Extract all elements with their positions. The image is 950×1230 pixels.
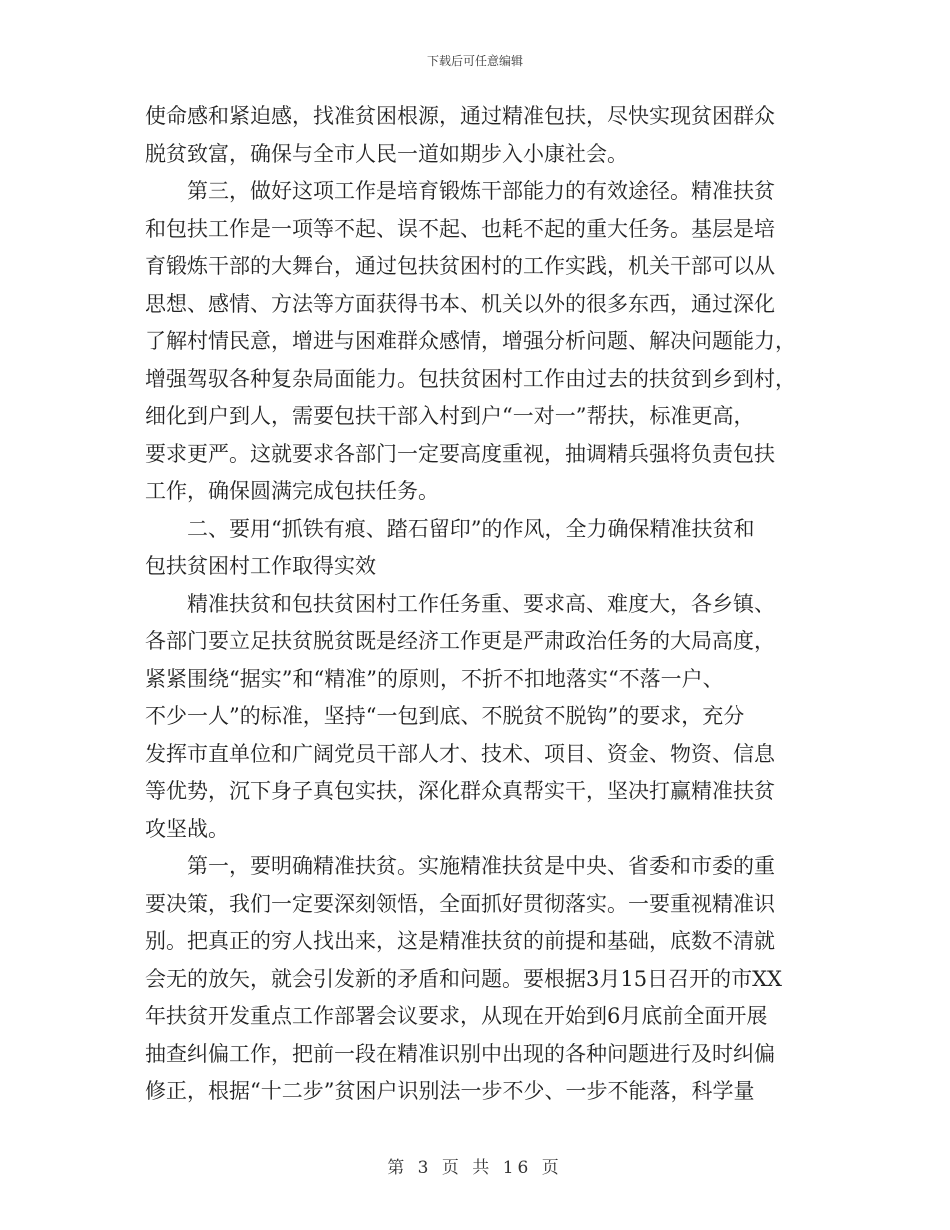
text-line: 不少一人”的标准，坚持“一包到底、不脱贫不脱钩”的要求，充分 — [145, 704, 745, 728]
text-line: 第三，做好这项工作是培育锻炼干部能力的有效途径。精准扶贫 — [187, 179, 775, 203]
text-line: 发挥市直单位和广阔党员干部人才、技术、项目、资金、物资、信息 — [145, 741, 775, 766]
text-line: 修正，根据“十二步”贫困户识别法一步不少、一步不能落，科学量 — [145, 1079, 755, 1103]
text-line: 年扶贫开发重点工作部署会议要求，从现在开始到6月底前全面开展 — [145, 1004, 768, 1028]
text-line: 工作，确保圆满完成包扶任务。 — [145, 479, 439, 503]
text-line: 和包扶工作是一项等不起、误不起、也耗不起的重大任务。基层是培 — [145, 216, 775, 241]
text-line: 各部门要立足扶贫脱贫既是经济工作更是严肃政治任务的大局高度， — [145, 629, 775, 653]
text-line: 要求更严。这就要求各部门一定要高度重视，抽调精兵强将负责包扶 — [145, 441, 775, 466]
text-line: 细化到户到人，需要包扶干部入村到户“一对一”帮扶，标准更高， — [145, 404, 755, 428]
document-body — [145, 98, 810, 1111]
text-line: 紧紧围绕“据实”和“精准”的原则，不折不扣地落实“不落一户、 — [145, 666, 724, 691]
text-line: 第一，要明确精准扶贫。实施精准扶贫是中央、省委和市委的重 — [187, 854, 775, 878]
text-line: 别。把真正的穷人找出来，这是精准扶贫的前提和基础，底数不清就 — [145, 929, 775, 953]
page-header: 下载后可任意编辑 — [426, 54, 523, 68]
text-line: 脱贫致富，确保与全市人民一道如期步入小康社会。 — [145, 141, 628, 166]
text-line: 会无的放矢，就会引发新的矛盾和问题。要根据3月15日召开的市XX — [145, 966, 782, 991]
section-heading-line: 二、要用“抓铁有痕、踏石留印”的作风，全力确保精准扶贫和 — [187, 516, 755, 541]
text-line: 增强驾驭各种复杂局面能力。包扶贫困村工作由过去的扶贫到乡到村， — [145, 366, 796, 391]
text-line: 育锻炼干部的大舞台，通过包扶贫困村的工作实践，机关干部可以从 — [145, 254, 775, 278]
text-line: 等优势，沉下身子真包实扶，深化群众真帮实干，坚决打赢精准扶贫 — [145, 779, 775, 803]
text-line: 要决策，我们一定要深刻领悟，全面抓好贯彻落实。一要重视精准识 — [145, 891, 775, 916]
section-heading-line: 包扶贫困村工作取得实效 — [145, 554, 376, 578]
text-line: 思想、感情、方法等方面获得书本、机关以外的很多东西，通过深化 — [145, 291, 775, 316]
text-line: 了解村情民意，增进与困难群众感情，增强分析问题、解决问题能力， — [145, 329, 796, 353]
text-line: 抽查纠偏工作，把前一段在精准识别中出现的各种问题进行及时纠偏 — [145, 1041, 775, 1066]
text-line: 使命感和紧迫感，找准贫困根源，通过精准包扶，尽快实现贫困群众 — [145, 104, 775, 128]
text-line: 精准扶贫和包扶贫困村工作任务重、要求高、难度大，各乡镇、 — [187, 591, 775, 616]
text-line: 攻坚战。 — [145, 816, 229, 841]
page-footer: 第 3 页 共 16 页 — [387, 1158, 563, 1178]
